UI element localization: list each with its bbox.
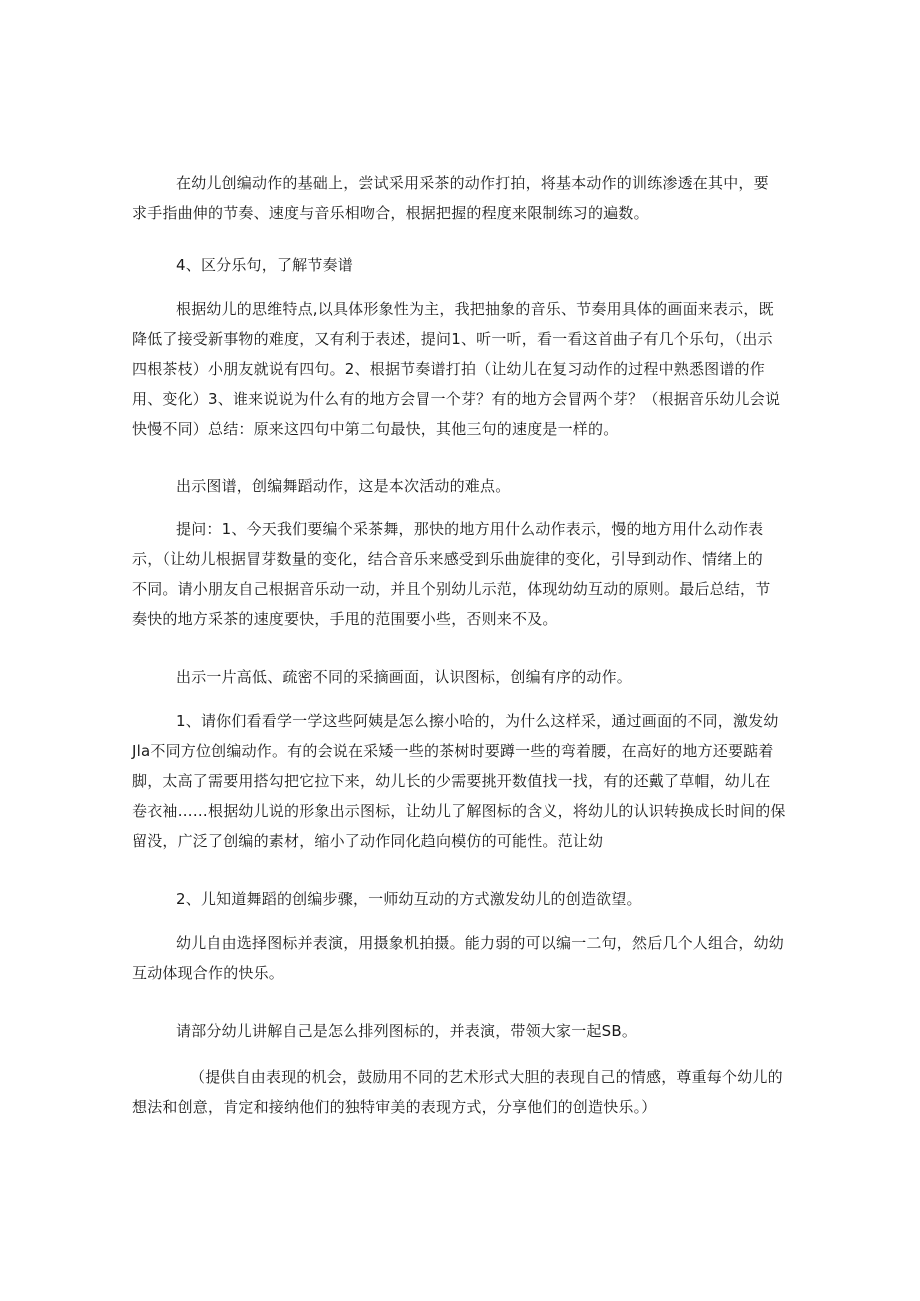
- text-line: 降低了接受新事物的难度，又有利于表述，提问1、听一听，看一看这首曲子有几个乐句，（出示: [132, 330, 773, 348]
- paragraph-1: [132, 168, 792, 228]
- paragraph-4: [132, 471, 792, 501]
- text-line: （提供自由表现的机会，鼓励用不同的艺术形式大胆的表现自己的情感，尊重每个幼儿的: [190, 1068, 783, 1086]
- paragraph-8: [132, 884, 792, 914]
- text-line: 1、请你们看看学一学这些阿姨是怎么擦小哈的，为什么这样采，通过画面的不同，激发幼: [176, 712, 779, 730]
- text-line: 互动体现合作的快乐。: [132, 964, 285, 982]
- section-heading-4: [132, 250, 792, 280]
- text-line: 示，（让幼儿根据冒芽数量的变化，结合音乐来感受到乐曲旋律的变化，引导到动作、情绪上的: [132, 550, 763, 568]
- text-line: 卷衣袖……根据幼儿说的形象出示图标，让幼儿了解图标的含义，将幼儿的认识转换成长时间的保: [132, 802, 786, 820]
- paragraph-9: [132, 928, 792, 988]
- text-line: 出示图谱，创编舞蹈动作，这是本次活动的难点。: [176, 477, 511, 495]
- text-line: 根据幼儿的思维特点,以具体形象性为主，我把抽象的音乐、节奏用具体的画面来表示，既: [176, 300, 774, 318]
- text-line: 在幼儿创编动作的基础上，尝试采用采茶的动作打拍，将基本动作的训练渗透在其中，要: [176, 174, 769, 192]
- text-line: 2、儿知道舞蹈的创编步骤，一师幼互动的方式激发幼儿的创造欲望。: [176, 890, 642, 908]
- paragraph-3: [132, 294, 792, 444]
- text-line: 奏快的地方采茶的速度要快，手甩的范围要小些，否则来不及。: [132, 610, 558, 628]
- text-line: 留没，广泛了创编的素材，缩小了动作同化趋向模仿的可能性。范让幼: [132, 832, 604, 850]
- text-line: 用、变化）3、谁来说说为什么有的地方会冒一个芽？有的地方会冒两个芽？（根据音乐幼儿会说: [132, 390, 781, 408]
- text-line: 出示一片高低、疏密不同的采摘画面，认识图标，创编有序的动作。: [176, 668, 633, 686]
- text-line: 想法和创意，肯定和接纳他们的独特审美的表现方式，分享他们的创造快乐。）: [132, 1098, 657, 1116]
- text-line: 快慢不同）总结：原来这四句中第二句最快，其他三句的速度是一样的。: [132, 420, 619, 438]
- text-line: 四根茶枝）小朋友就说有四句。2、根据节奏谱打拍（让幼儿在复习动作的过程中熟悉图谱的作: [132, 360, 765, 378]
- text-line: 4、区分乐句，了解节奏谱: [176, 256, 353, 274]
- paragraph-6: [132, 662, 792, 692]
- text-line: 提问：1、今天我们要编个采茶舞，那快的地方用什么动作表示，慢的地方用什么动作表: [176, 520, 764, 538]
- paragraph-5: [132, 514, 792, 634]
- text-line: Jla不同方位创编动作。有的会说在采矮一些的茶树时要蹲一些的弯着腰，在高好的地方还要踮着: [132, 742, 774, 760]
- paragraph-7: [132, 706, 792, 856]
- paragraph-11: [132, 1062, 792, 1122]
- text-line: 脚，太高了需要用搭勾把它拉下来，幼儿长的少需要挑开数值找一找，有的还戴了草帽，幼儿在: [132, 772, 771, 790]
- text-line: 幼儿自由选择图标并表演，用摄象机拍摄。能力弱的可以编一二句，然后几个人组合，幼幼: [176, 934, 785, 952]
- text-line: 求手指曲伸的节奏、速度与音乐相吻合，根据把握的程度来限制练习的遍数。: [132, 204, 649, 222]
- text-line: 请部分幼儿讲解自己是怎么排列图标的，并表演，带领大家一起SB。: [176, 1022, 638, 1040]
- paragraph-10: [132, 1016, 792, 1046]
- text-line: 不同。请小朋友自己根据音乐动一动，并且个别幼儿示范，体现幼幼互动的原则。最后总结，节: [132, 580, 771, 598]
